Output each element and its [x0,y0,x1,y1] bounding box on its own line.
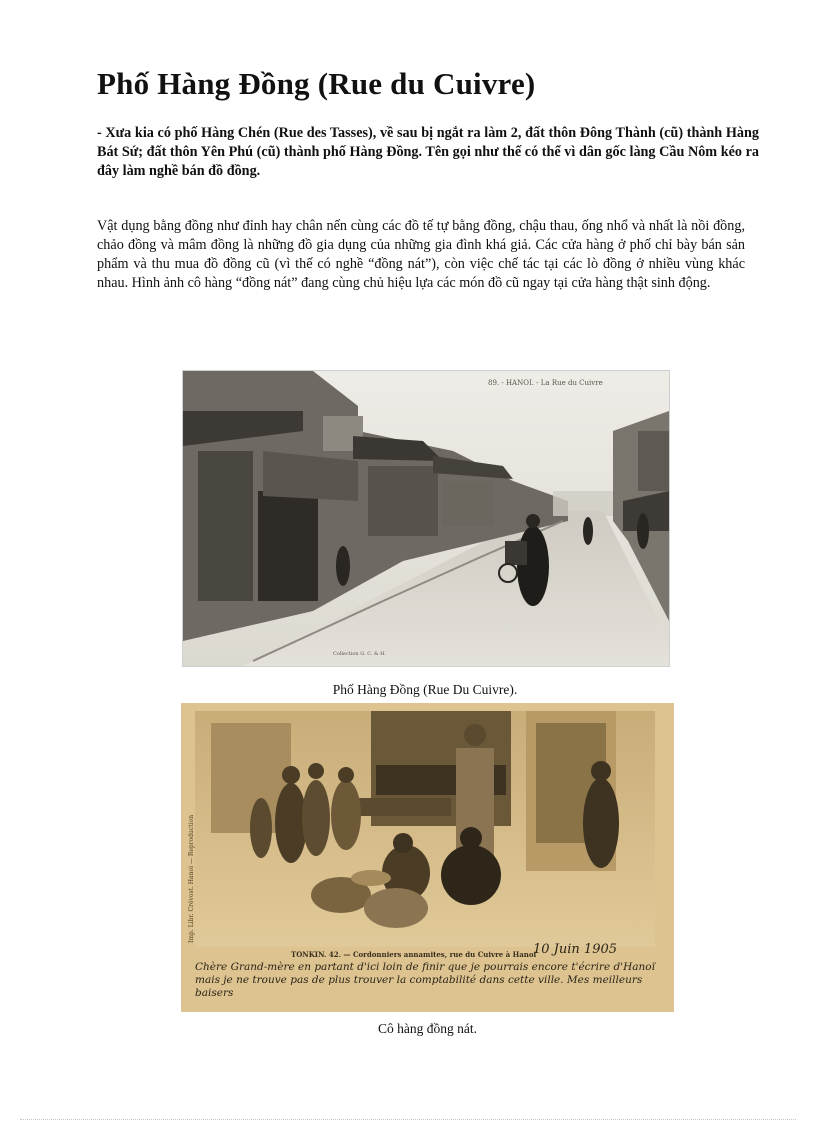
body-paragraph: Vật dụng bằng đồng như đỉnh hay chân nến cùng các đồ tế tự bằng đồng, chậu thau, ống nhổ và nhất là nồi đồng, chảo đồng và mâm đồng là những đồ gia dụng của những gia đình khá giả. Các cửa hàng ở phố chỉ bày bán sản phẩm và thu mua đồ đồng cũ (vì thế có nghề “đồng nát”), còn việc chế tác tại các lò đồng ở nhiều vùng khác nhau. Hình ảnh cô hàng “đồng nát” đang cùng chủ hiệu lựa các món đồ cũ ngay tại cửa hàng thật sinh động. [97,218,745,291]
photo2-printed-footer: TONKIN. 42. — Cordonniers annamites, rue du Cuivre à Hanoi [291,950,537,959]
photo1-printed-footer: Collection G. C. & H. [333,651,387,657]
page-title: Phố Hàng Đồng (Rue du Cuivre) [97,66,536,101]
vendor-photo [181,703,674,1012]
photo2-handwritten-date: 10 Juin 1905 [533,942,618,957]
photo2-printed-side: Imp. Libr. Crévost. Hanoi — Reproduction [188,814,195,943]
street-photo-graphic [183,371,669,666]
street-photo [182,370,670,667]
intro-paragraph: - Xưa kia có phố Hàng Chén (Rue des Tasses), về sau bị ngắt ra làm 2, đất thôn Đông Thành (cũ) thành Hàng Bát Sứ; đất thôn Yên Phú (cũ) thành phố Hàng Đồng. Tên gọi như thế có thể vì dân gốc làng Cầu Nôm kéo ra đây làm nghề bán đồ đồng. [97,125,759,179]
photo1-printed-header: 89. - HANOI. - La Rue du Cuivre [488,379,603,387]
figure-caption-2: Cô hàng đồng nát. [378,1021,477,1036]
vendor-photo-graphic [181,703,674,1012]
photo2-handwritten-note: Chère Grand-mère en partant d'ici loin de finir que je pourrais encore t'écrire d'Hanoï mais je ne trouve pas de plus trouver la comptabilité dans cette ville. Mes meilleurs baisers [195,961,655,999]
page-bottom-edge [20,1119,796,1120]
figure-caption-1: Phố Hàng Đồng (Rue Du Cuivre). [332,682,518,697]
